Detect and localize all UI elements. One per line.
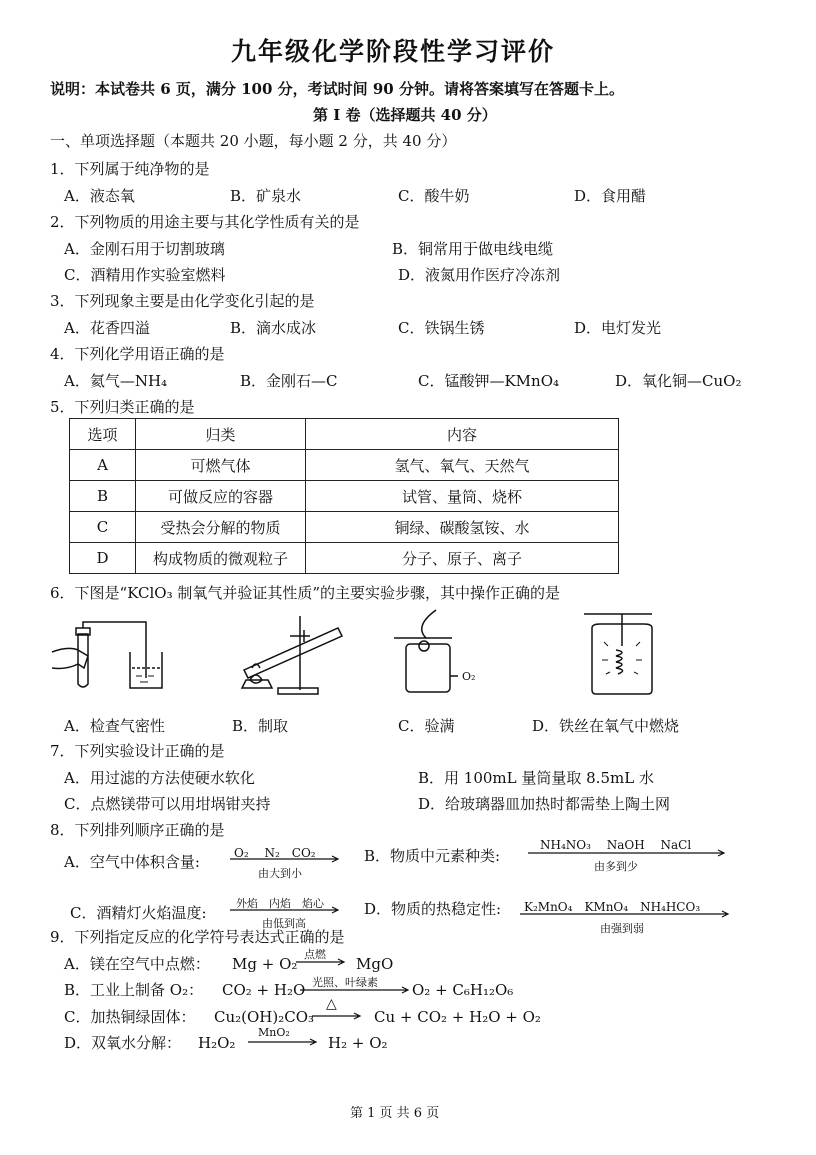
q8-option-d: D．物质的热稳定性: [364, 900, 502, 918]
gas-bottle-figure [392, 606, 492, 696]
q2-stem: 2．下列物质的用途主要与其化学性质有关的是 [50, 213, 360, 231]
q9-a-left: Mg + O₂ [232, 955, 298, 973]
instructions: 说明：本试卷共 6 页，满分 100 分，考试时间 90 分钟。请将答案填写在答题卡上。 [50, 80, 624, 98]
q9-option-a: A．镁在空气中点燃： [64, 955, 210, 973]
q9-option-b: B．工业上制备 O₂： [64, 981, 204, 999]
q7-option-d: D．给玻璃器皿加热时都需垫上陶土网 [418, 795, 671, 813]
q9-d-right: H₂ + O₂ [328, 1034, 388, 1052]
q4-stem: 4．下列化学用语正确的是 [50, 345, 225, 363]
q2-option-c: C．酒精用作实验室燃料 [64, 266, 226, 284]
page-title: 九年级化学阶段性学习评价 [231, 37, 556, 66]
q8-b-items: NH₄NO₃ NaOH NaCl [540, 838, 692, 852]
arrow-right-icon [230, 906, 342, 914]
table-header: 归类 [136, 419, 306, 450]
q2-option-a: A．金刚石用于切割玻璃 [64, 240, 225, 258]
q9-c-right: Cu + CO₂ + H₂O + O₂ [374, 1008, 541, 1026]
q1-option-d: D．食用醋 [574, 187, 647, 205]
table-cell: C [70, 512, 136, 543]
q9-d-left: H₂O₂ [198, 1034, 236, 1052]
q1-stem: 1．下列属于纯净物的是 [50, 160, 210, 178]
table-cell: 可燃气体 [136, 450, 306, 481]
q9-option-d: D．双氧水分解： [64, 1034, 182, 1052]
table-cell: B [70, 481, 136, 512]
q7-option-c: C．点燃镁带可以用坩埚钳夹持 [64, 795, 271, 813]
q2-option-d: D．液氮用作医疗冷冻剂 [398, 266, 561, 284]
part-heading: 一、单项选择题（本题共 20 小题，每小题 2 分，共 40 分） [50, 132, 457, 150]
q3-option-a: A．花香四溢 [64, 319, 150, 337]
table-cell: 构成物质的微观粒子 [136, 543, 306, 574]
iron-wire-bottle-figure [582, 606, 662, 698]
q9-d-cond: MnO₂ [258, 1026, 290, 1039]
arrow-right-icon [300, 986, 412, 994]
table-header: 内容 [306, 419, 619, 450]
q4-option-c: C．锰酸钾—KMnO₄ [418, 372, 560, 390]
q9-c-cond: △ [326, 996, 337, 1012]
q3-option-b: B．滴水成冰 [230, 319, 317, 337]
q5-stem: 5．下列归类正确的是 [50, 398, 195, 416]
q8-a-order: 由大到小 [258, 867, 302, 880]
q2-option-b: B．铜常用于做电线电缆 [392, 240, 554, 258]
q9-b-left: CO₂ + H₂O [222, 981, 306, 999]
arrow-right-icon [528, 849, 728, 857]
table-cell: 可做反应的容器 [136, 481, 306, 512]
q3-option-c: C．铁锅生锈 [398, 319, 485, 337]
q8-option-c: C．酒精灯火焰温度: [70, 904, 207, 922]
q9-stem: 9．下列指定反应的化学符号表达式正确的是 [50, 928, 345, 946]
table-header-row [70, 419, 619, 450]
arrow-right-icon [520, 910, 732, 918]
q1-option-c: C．酸牛奶 [398, 187, 470, 205]
q9-a-right: MgO [356, 955, 394, 973]
arrow-right-icon [248, 1038, 320, 1046]
q8-c-items: 外焰 内焰 焰心 [236, 897, 324, 910]
q1-option-a: A．液态氧 [64, 187, 135, 205]
q8-option-a: A．空气中体积含量: [64, 853, 200, 871]
q8-d-items: K₂MnO₄ KMnO₄ NH₄HCO₃ [524, 900, 701, 914]
q1-option-b: B．矿泉水 [230, 187, 302, 205]
table-row [70, 481, 619, 512]
arrow-right-icon [296, 958, 348, 966]
q5-table [69, 418, 619, 574]
q8-c-order: 由低到高 [262, 917, 306, 930]
table-row [70, 450, 619, 481]
q7-stem: 7．下列实验设计正确的是 [50, 742, 225, 760]
q6-stem: 6．下图是“KClO₃ 制氧气并验证其性质”的主要实验步骤，其中操作正确的是 [50, 584, 561, 602]
q9-b-cond: 光照、叶绿素 [312, 976, 378, 989]
arrow-right-icon [312, 1012, 364, 1020]
q6-option-c: C．验满 [398, 717, 455, 735]
q8-option-b: B．物质中元素种类: [364, 847, 501, 865]
q9-c-left: Cu₂(OH)₂CO₃ [214, 1008, 315, 1026]
q6-option-d: D．铁丝在氧气中燃烧 [532, 717, 680, 735]
table-cell: D [70, 543, 136, 574]
q4-option-a: A．氦气—NH₄ [64, 372, 168, 390]
q8-b-order: 由多到少 [594, 860, 638, 873]
q8-d-order: 由强到弱 [600, 922, 644, 935]
heating-apparatus-figure [238, 610, 353, 696]
table-row [70, 543, 619, 574]
o2-label: O₂ [462, 670, 476, 683]
q3-stem: 3．下列现象主要是由化学变化引起的是 [50, 292, 315, 310]
q3-option-d: D．电灯发光 [574, 319, 662, 337]
q7-option-a: A．用过滤的方法使硬水软化 [64, 769, 255, 787]
q8-stem: 8．下列排列顺序正确的是 [50, 821, 225, 839]
q6-option-b: B．制取 [232, 717, 289, 735]
table-cell: 分子、原子、离子 [306, 543, 619, 574]
q9-option-c: C．加热铜绿固体： [64, 1008, 196, 1026]
q6-option-a: A．检查气密性 [64, 717, 165, 735]
table-row [70, 512, 619, 543]
q9-a-cond: 点燃 [304, 948, 326, 961]
arrow-right-icon [230, 855, 342, 863]
q8-a-items: O₂ N₂ CO₂ [234, 846, 316, 860]
table-cell: 受热会分解的物质 [136, 512, 306, 543]
table-cell: A [70, 450, 136, 481]
table-cell: 试管、量筒、烧杯 [306, 481, 619, 512]
table-cell: 铜绿、碳酸氢铵、水 [306, 512, 619, 543]
hand-test-tube-beaker-figure [48, 612, 178, 692]
table-cell: 氢气、氧气、天然气 [306, 450, 619, 481]
q7-option-b: B．用 100mL 量筒量取 8.5mL 水 [418, 769, 654, 787]
q4-option-d: D．氧化铜—CuO₂ [615, 372, 742, 390]
table-header: 选项 [70, 419, 136, 450]
q9-b-right: O₂ + C₆H₁₂O₆ [412, 981, 514, 999]
section-title: 第 I 卷（选择题共 40 分） [313, 106, 497, 124]
q4-option-b: B．金刚石—C [240, 372, 338, 390]
page-footer: 第 1 页 共 6 页 [350, 1106, 440, 1121]
